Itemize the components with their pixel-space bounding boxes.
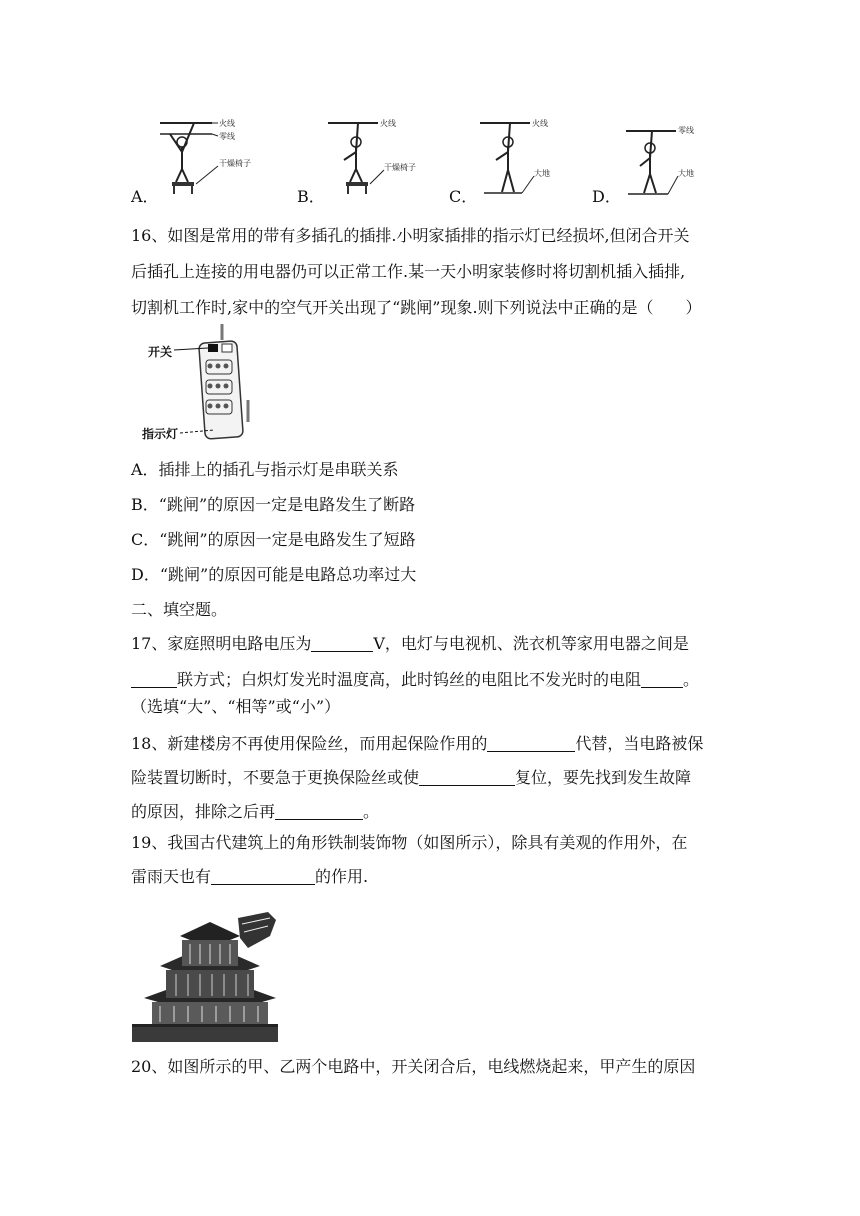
q17-blank-connection[interactable] [131,671,177,688]
q15-figure-c [470,114,580,196]
q17-text-2b: 。 [683,670,700,689]
q15-a-label-live: 火线 [219,119,235,128]
q17-line-2 [131,670,699,690]
q15-d-label-neutral: 零线 [678,126,694,135]
q15-c-label-ground: 大地 [534,169,550,178]
q18-text-2a: 险装置切断时，不要急于更换保险丝或使 [131,768,420,787]
q18-text-1a: 18、新建楼房不再使用保险丝，而用起保险作用的 [131,734,488,753]
q16-option-d[interactable]: D．“跳闸”的原因可能是电路总功率过大 [131,565,417,584]
q17-line-1 [131,634,689,654]
q15-option-a[interactable]: A． [131,187,159,206]
q16-option-a[interactable]: A．插排上的插孔与指示灯是串联关系 [131,460,399,479]
q17-blank-resistance[interactable] [641,671,683,688]
q17-text-1b: V，电灯与电视机、洗衣机等家用电器之间是 [373,634,689,653]
q19-blank-function[interactable] [211,868,315,885]
q15-option-d[interactable]: D． [592,187,621,206]
q18-line-1 [131,734,703,754]
q15-option-b[interactable]: B． [297,187,325,206]
q18-line-3 [131,802,379,822]
q18-text-1b: 代替，当电路被保 [575,734,704,753]
q16-switch-label: 开关 [148,345,173,359]
q17-text-2a: 联方式；白炽灯发光时温度高，此时钨丝的电阻比不发光时的电阻 [177,670,642,689]
q19-line-1: 19、我国古代建筑上的角形铁制装饰物（如图所示），除具有美观的作用外，在 [131,833,688,852]
q15-option-c[interactable]: C． [449,187,478,206]
q15-c-label-live: 火线 [532,119,548,128]
q15-a-label-neutral: 零线 [219,132,235,141]
q15-figure-d [620,114,730,196]
q16-power-strip-figure [140,322,270,444]
q20-line-1: 20、如图所示的甲、乙两个电路中，开关闭合后，电线燃烧起来，甲产生的原因 [131,1057,696,1076]
q15-b-label-chair: 干燥椅子 [384,163,416,172]
q16-stem-line-3: 切割机工作时,家中的空气开关出现了“跳闸”现象.则下列说法中正确的是（ ） [131,298,702,317]
q15-a-label-chair: 干燥椅子 [219,159,251,168]
q15-d-label-ground: 大地 [678,169,694,178]
q19-text-2b: 的作用. [315,867,369,886]
q18-blank-reset[interactable] [419,769,515,786]
q17-blank-voltage[interactable] [311,635,373,652]
q15-b-label-live: 火线 [380,119,396,128]
q19-line-2 [131,867,368,887]
q18-text-3a: 的原因，排除之后再 [131,802,276,821]
q18-line-2 [131,768,691,788]
q16-indicator-label: 指示灯 [142,427,179,441]
q18-text-3b: 。 [363,802,380,821]
q15-figure-a [150,114,260,196]
section-heading-fill-in: 二、填空题。 [131,600,228,619]
q18-text-2b: 复位，要先找到发生故障 [515,768,692,787]
q16-stem-line-2: 后插孔上连接的用电器仍可以正常工作.某一天小明家装修时将切割机插入插排, [131,262,686,281]
q16-stem-line-1: 16、如图是常用的带有多插孔的插排.小明家插排的指示灯已经损坏,但闭合开关 [131,226,690,245]
q17-text-1a: 17、家庭照明电路电压为 [131,634,312,653]
q18-blank-action[interactable] [275,803,363,820]
q16-option-c[interactable]: C．“跳闸”的原因一定是电路发生了短路 [131,530,416,549]
q19-ancient-building-figure [130,908,280,1046]
q19-text-2a: 雷雨天也有 [131,867,212,886]
q16-option-b[interactable]: B．“跳闸”的原因一定是电路发生了断路 [131,495,416,514]
q15-figure-b [320,114,430,196]
q17-line-3: （选填“大”、“相等”或“小”） [131,697,341,716]
q18-blank-device[interactable] [487,735,575,752]
